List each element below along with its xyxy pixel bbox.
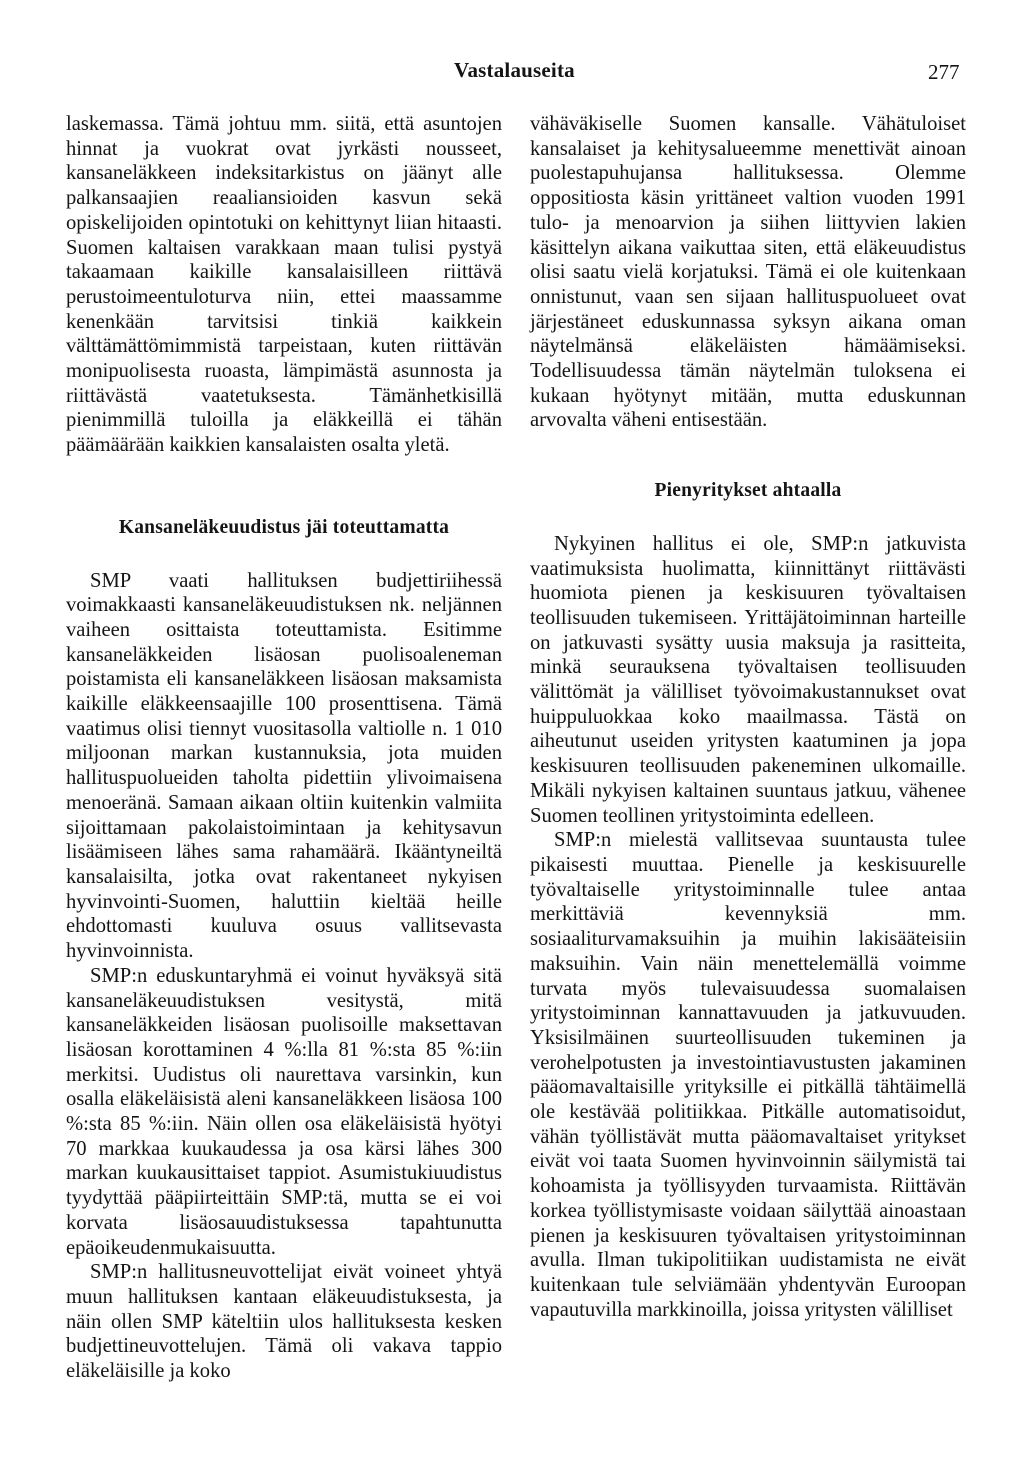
section-heading-pension-reform: Kansaneläkeuudistus jäi toteuttamatta [118,516,450,538]
left-paragraph-1: laskemassa. Tämä johtuu mm. siitä, että asuntojen hinnat ja vuokrat ovat jyrkästi nousseet, kansaneläkkeen indeksitarkistus on jäänyt alle palkansaajien reaaliansioiden kasvun sekä opiskelijoiden opintotuki on kehittynyt liian hitaasti. Suomen kaltaisen varakkaan maan tulisi pystyä takaamaan kaikille kansalaisilleen riittävä perustoimeentuloturva niin, ettei maassamme kenenkään tarvitsisi tinkiä kaikkein välttämättömimmistä tarpeistaan, kuten riittävän monipuolisesta ruoasta, lämpimästä asunnosta ja riittävästä vaatetuksesta. Tämänhetkisillä pienimmillä tuloilla ja eläkkeillä ei tähän päämäärään kaikkien kansalaisten osalta yletä. [66,113,502,457]
running-title: Vastalauseita [454,58,575,82]
right-paragraph-3: SMP:n mielestä vallitsevaa suuntausta tulee pikaisesti muuttaa. Pienelle ja keskisuurelle työvaltaiselle yritystoiminnalle tulee antaa merkittäviä kevennyksiä mm. sosiaaliturvamaksuihin ja muihin lakisääteisiin maksuihin. Vain näin menettelemällä voimme turvata myös tulevaisuudessa suomalaisen yritystoiminnan kannattavuuden ja jatkuvuuden. Yksisilmäinen suurteollisuuden tukeminen ja verohelpotusten ja investointiavustusten jakaminen pääomavaltaisille yrityksille ei pitkällä tähtäimellä ole kestävää politiikkaa. Pitkälle automatisoidut, vähän työllistävät mutta pääomavaltaiset yritykset eivät voi taata Suomen hyvinvoinnin säilymistä tai kohoamista ja työllisyyden turvaamista. Riittävän korkea työllistymisaste voidaan säilyttää ainoastaan pienen ja keskisuuren työvaltaisen yritystoiminnan avulla. Ilman tukipolitiikan uudistamista ne eivät kuitenkaan tule selviämään yhdentyvän Euroopan vapautuvilla markkinoilla, joissa yritysten välilliset [530,829,966,1321]
left-paragraph-3: SMP:n eduskuntaryhmä ei voinut hyväksyä sitä kansaneläkeuudistuksen vesitystä, mitä kansaneläkkeiden lisäosan puolisoille maksettavan lisäosan korottaminen 4 %:lla 81 %:sta 85 %:iin merkitsi. Uudistus oli naurettava varsinkin, kun osalla eläkeläisistä aleni kansaneläkkeen lisäosa 100 %:sta 85 %:iin. Näin ollen osa eläkeläisistä hyötyi 70 markkaa kuukaudessa ja osa kärsi lähes 300 markan kuukausittaiset tappiot. Asumistukiuudistus tyydyttää pääpiirteittäin SMP:tä, mutta se ei voi korvata lisäosauudistuksessa tapahtunutta epäoikeudenmukaisuutta. [66,964,502,1259]
left-paragraph-2: SMP vaati hallituksen budjettiriihessä voimakkaasti kansaneläkeuudistuksen nk. neljännen vaiheen osittaista toteuttamista. Esitimme kansaneläkkeiden lisäosan puolisoaleneman poistamista eli kansaneläkkeen lisäosan maksamista kaikille eläkkeensaajille 100 prosenttisena. Tämä vaatimus olisi tiennyt vuositasolla valtiolle n. 1 010 miljoonan markan kustannuksia, jota muiden hallituspuolueiden taholta pidettiin ylivoimaisena menoeränä. Samaan aikaan oltiin kuitenkin valmiita sijoittamaan pakolaistoimintaan ja kehitysavun lisäämiseen lähes sama rahamäärä. Ikääntyneiltä kansalaisilta, jotka ovat rakentaneet nykyisen hyvinvointi-Suomen, haluttiin kieltää heille ehdottomasti kuuluva osuus vallitsevasta hyvinvoinnista. [66,569,502,963]
right-paragraph-1: vähäväkiselle Suomen kansalle. Vähätuloiset kansalaiset ja kehitysalueemme menettivät ainoan puolestapuhujansa hallituksessa. Olemme oppositiosta käsin yrittäneet valtion vuoden 1991 tulo- ja menoarvion ja siihen liittyvien lakien käsittelyn aikana vaikuttaa siten, että eläkeuudistus olisi saatu vielä korjatuksi. Tämä ei ole kuitenkaan onnistunut, vaan sen sijaan hallituspuolueet ovat järjestäneet eduskunnassa syksyn aikana oman näytelmänsä eläkeläisten hämäämiseksi. Todellisuudessa tämän näytelmän tuloksena ei kukaan hyötynyt mitään, mutta eduskunnan arvovalta väheni entisestään. [530,113,966,432]
page-number: 277 [928,60,960,84]
page-header [0,58,1024,88]
left-paragraph-4: SMP:n hallitusneuvottelijat eivät voineet yhtyä muun hallituksen kantaan eläkeuudistuksesta, ja näin ollen SMP käteltiin ulos hallituksesta kesken budjettineuvottelujen. Tämä oli vakava tappio eläkeläisille ja koko [66,1261,502,1383]
right-column [530,112,966,1322]
section-heading-small-business: Pienyritykset ahtaalla [654,480,842,502]
right-paragraph-2: Nykyinen hallitus ei ole, SMP:n jatkuvista vaatimuksista huolimatta, kiinnittänyt riittävästi huomiota pienen ja keskisuuren työvaltaisen teollisuuden tukemiseen. Yrittäjätoiminnan harteille on jatkuvasti sysätty uusia maksuja ja rasitteita, minkä seurauksena työvaltaisen teollisuuden välittömät ja välilliset työvoimakustannukset ovat huippuluokkaa koko maailmassa. Tästä on aiheutunut useiden yritysten kaatuminen ja jopa keskisuuren teollisuuden pakeneminen ulkomaille. Mikäli nykyisen kaltainen suuntaus jatkuu, vähenee Suomen teollinen yritystoiminta edelleen. [530,532,966,827]
left-column [66,112,502,1384]
